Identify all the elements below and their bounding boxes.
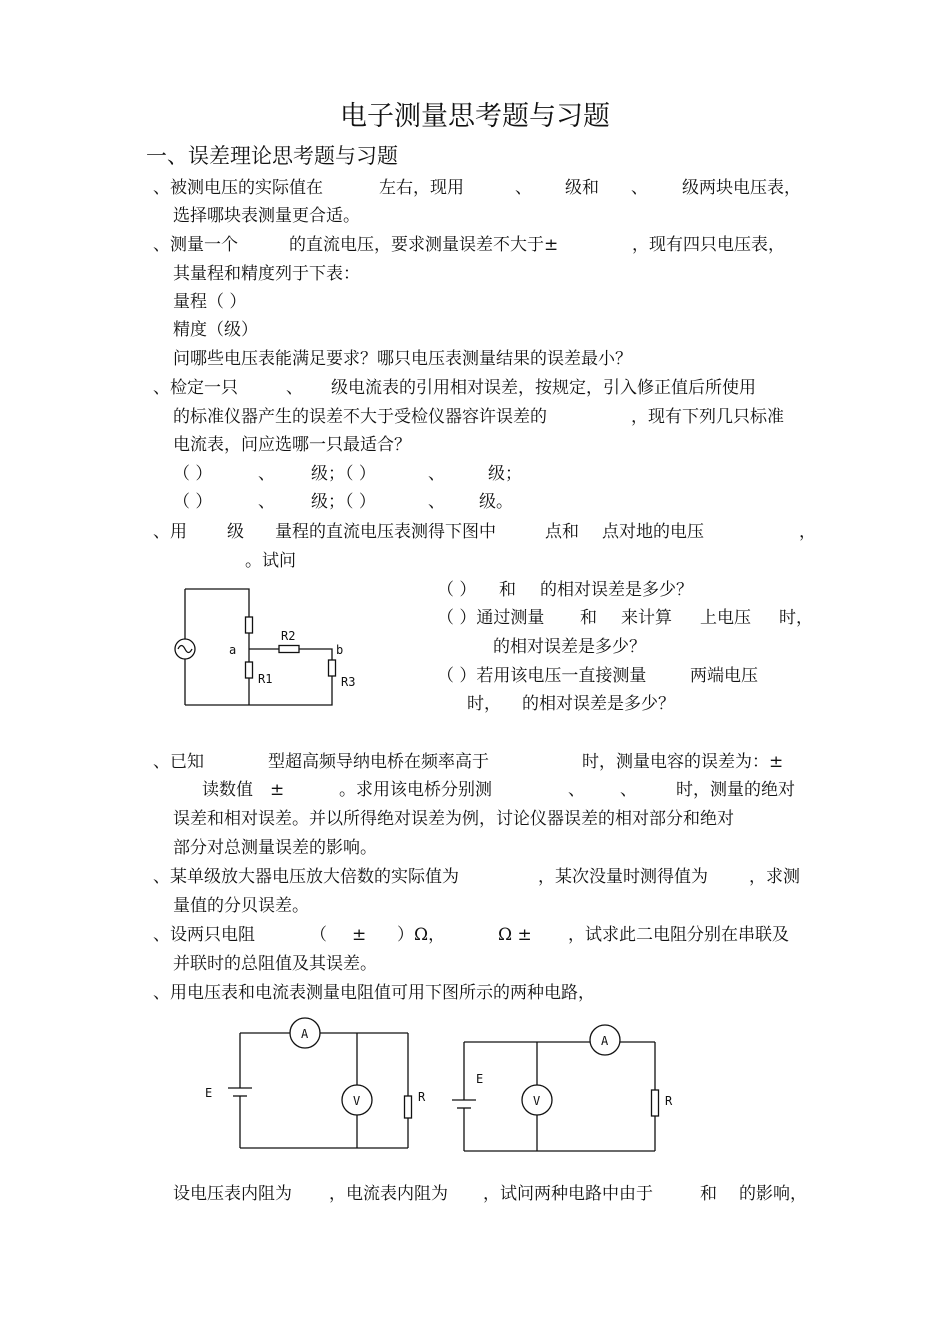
text-run: 。求用该电桥分别测 [339, 780, 492, 800]
sub-question-run: 的相对误差是多少？ [493, 637, 646, 657]
text-run: 、被测电压的实际值在 [153, 178, 323, 198]
text-run: 、 [631, 178, 648, 198]
text-run: ，现有四只电压表， [632, 235, 785, 255]
node-a-label: a [229, 643, 237, 657]
sub-question-run: 和 [499, 580, 516, 600]
question-6-line-2: 量值的分贝误差。 [173, 896, 309, 916]
text-run: ± [352, 925, 367, 945]
node-b-label: b [336, 643, 344, 657]
option-run: 级；（ ） [311, 464, 376, 484]
sub-question-run: （ ）若用该电压一直接测量 [437, 666, 647, 686]
ammeter-label: A [301, 1027, 309, 1041]
divider-circuit-diagram [170, 580, 370, 712]
r3-label: R3 [341, 675, 356, 689]
option-run: （ ） [173, 464, 213, 484]
question-4-line-2: 。试问 [245, 551, 296, 571]
r1-label: R1 [258, 672, 273, 686]
sub-question-run: 上电压 [700, 608, 751, 628]
question-5-line-3: 误差和相对误差。并以所得绝对误差为例，讨论仪器误差的相对部分和绝对 [173, 809, 734, 829]
text-run: ，电流表内阻为 [329, 1184, 448, 1204]
text-run: 、 [286, 378, 303, 398]
voltmeter-label: V [533, 1094, 541, 1108]
option-run: 、 [258, 492, 275, 512]
text-run: 点和 [545, 522, 579, 542]
text-run: ，现有下列几只标准 [631, 407, 784, 427]
text-run: 级电流表的引用相对误差，按规定，引入修正值后所使用 [331, 378, 756, 398]
resistor-top-symbol [246, 617, 253, 633]
text-run: 读数值 [202, 780, 253, 800]
r2-label: R2 [281, 629, 296, 643]
text-run: Ω ± [498, 925, 532, 945]
text-run: 级两块电压表， [682, 178, 801, 198]
text-run: ，求测 [749, 867, 800, 887]
wire [299, 649, 332, 660]
option-run: （ ） [173, 492, 213, 512]
option-run: 级； [488, 464, 522, 484]
source-label: E [205, 1086, 213, 1100]
option-run: 级。 [479, 492, 513, 512]
text-run: 级 [227, 522, 244, 542]
question-2-line-5: 问哪些电压表能满足要求？哪只电压表测量结果的误差最小？ [173, 349, 632, 369]
text-run: 、某单级放大器电压放大倍数的实际值为 [153, 867, 459, 887]
text-run: 左右，现用 [379, 178, 464, 198]
section-heading: 一、误差理论思考题与习题 [146, 144, 398, 168]
question-8-line-1: 、用电压表和电流表测量电阻值可用下图所示的两种电路， [153, 983, 595, 1003]
text-run: 的影响， [739, 1184, 807, 1204]
text-run: 时，测量的绝对 [676, 780, 795, 800]
sub-question-run: 来计算 [621, 608, 672, 628]
voltmeter-label: V [353, 1094, 361, 1108]
resistor-label: R [418, 1090, 426, 1104]
question-5-line-4: 部分对总测量误差的影响。 [173, 838, 377, 858]
text-run: 量程的直流电压表测得下图中 [275, 522, 496, 542]
text-run: ± [270, 780, 285, 800]
text-run: 、设两只电阻 [153, 925, 255, 945]
sub-question-run: 两端电压 [690, 666, 758, 686]
resistor-label: R [665, 1094, 673, 1108]
resistor-r3-symbol [329, 660, 336, 676]
option-run: 、 [428, 464, 445, 484]
sub-question-run: 和 [580, 608, 597, 628]
page-title: 电子测量思考题与习题 [340, 101, 610, 132]
source-label: E [476, 1072, 484, 1086]
resistor-r2-symbol [279, 646, 299, 653]
sub-question-run: 时， [467, 694, 501, 714]
wire [185, 589, 249, 617]
text-run: 的标准仪器产生的误差不大于受检仪器容许误差的 [173, 407, 547, 427]
question-3-line-3: 电流表，问应选哪一只最适合？ [173, 435, 411, 455]
option-run: 、 [428, 492, 445, 512]
text-run: 、 [620, 780, 637, 800]
ammeter-label: A [601, 1034, 609, 1048]
resistor-symbol [405, 1096, 412, 1118]
text-run: ）Ω， [397, 925, 446, 945]
text-run: （ [310, 925, 327, 945]
question-7-line-2: 并联时的总阻值及其误差。 [173, 954, 377, 974]
sub-question-run: 时， [779, 608, 813, 628]
range-label: 量程（ ） [173, 292, 247, 312]
text-run: 的直流电压，要求测量误差不大于± [289, 235, 559, 255]
resistor-symbol [652, 1090, 659, 1116]
text-run: ，试求此二电阻分别在串联及 [568, 925, 789, 945]
text-run: 、已知 [153, 752, 204, 772]
text-run: ， [799, 522, 816, 542]
text-run: 、 [568, 780, 585, 800]
text-run: 、检定一只 [153, 378, 238, 398]
text-run: 设电压表内阻为 [173, 1184, 292, 1204]
text-run: 、测量一个 [153, 235, 238, 255]
resistor-r1-symbol [246, 662, 253, 678]
text-run: 时，测量电容的误差为：± [582, 752, 784, 772]
text-run: ，试问两种电路中由于 [483, 1184, 653, 1204]
text-run: 级和 [565, 178, 599, 198]
sub-question-run: （ ）通过测量 [437, 608, 545, 628]
circuit-diagram-right [440, 1018, 680, 1158]
text-run: 和 [700, 1184, 717, 1204]
sine-wave-icon [178, 646, 192, 653]
text-run: 、 [515, 178, 532, 198]
option-run: 、 [258, 464, 275, 484]
question-2-line-2: 其量程和精度列于下表： [173, 264, 360, 284]
sub-question-run: 的相对误差是多少？ [522, 694, 675, 714]
text-run: ，某次没量时测得值为 [538, 867, 708, 887]
text-run: 、用 [153, 522, 187, 542]
accuracy-label: 精度（级） [173, 320, 258, 340]
sub-question-run: 的相对误差是多少？ [540, 580, 693, 600]
text-run: 型超高频导纳电桥在频率高于 [268, 752, 489, 772]
question-1-line-2: 选择哪块表测量更合适。 [173, 206, 360, 226]
sub-question-run: （ ） [437, 580, 477, 600]
text-run: 点对地的电压 [602, 522, 704, 542]
option-run: 级；（ ） [311, 492, 376, 512]
circuit-diagram-left [200, 1018, 426, 1153]
